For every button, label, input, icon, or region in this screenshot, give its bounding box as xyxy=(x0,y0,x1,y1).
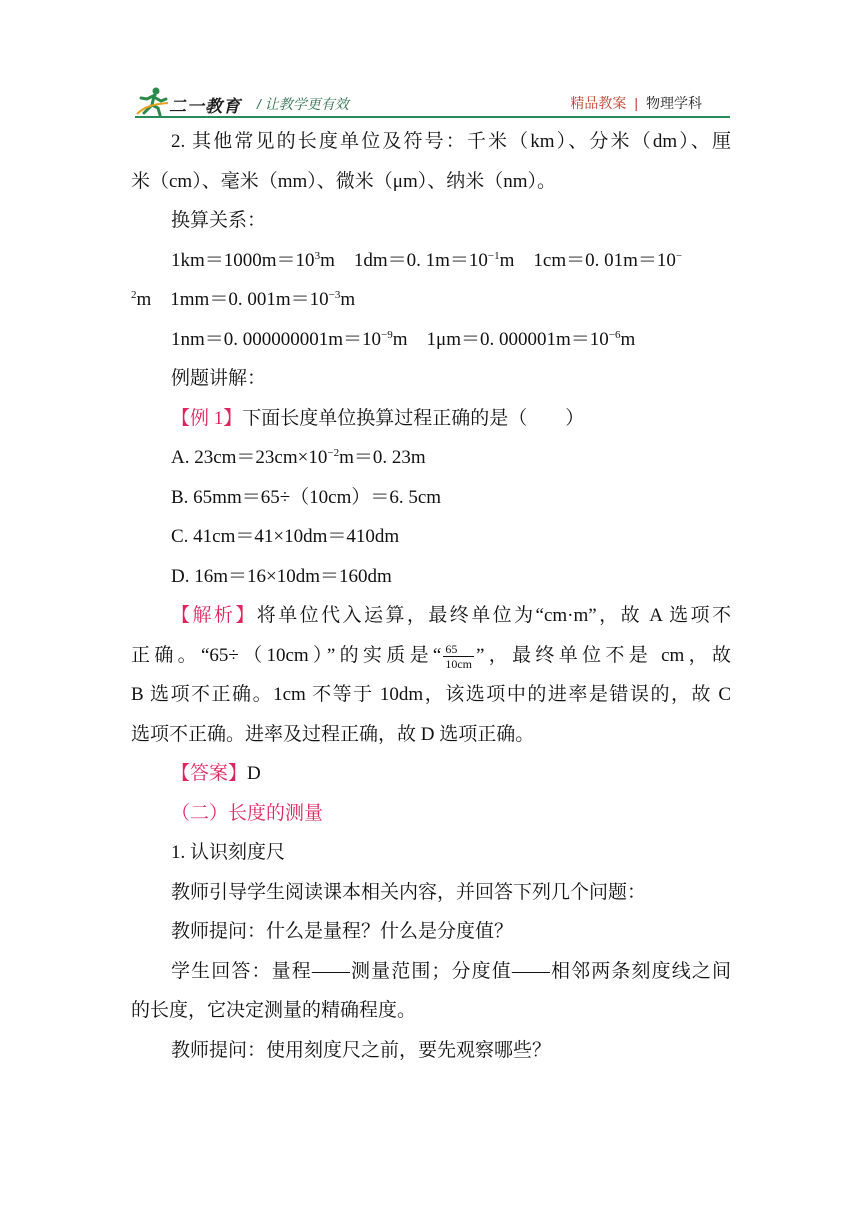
logo xyxy=(135,84,247,120)
header-divider xyxy=(135,116,730,118)
option-a: A. $23cm=23cm\times 10^{-2}m=0$. 23m xyxy=(171,447,426,468)
option-c: C. 41cm＝41×10dm＝410dm xyxy=(171,526,400,547)
header-separator: | xyxy=(634,95,638,111)
paragraph-line: 换算关系： xyxy=(171,210,267,231)
header-label-lesson: 精品教案 xyxy=(570,95,627,111)
section-label: 例题讲解： xyxy=(171,368,267,389)
answer-tag: 【答案】 xyxy=(171,763,248,784)
page-header xyxy=(135,84,730,120)
document-body xyxy=(131,122,731,1070)
paragraph-line: 教师提问：使用刻度尺之前，要先观察哪些？ xyxy=(171,1039,552,1061)
analysis-line: 【解析】将单位代入运算，最终单位为“cm·m”，故 A 选项不 xyxy=(171,605,731,626)
option-b: B. 65mm＝65÷（10cm）＝6. 5cm xyxy=(171,486,442,508)
analysis-line: B 选项不正确。1cm 不等于 10dm，该选项中的进率是错误的，故 C xyxy=(131,684,731,705)
analysis-line: 正确。“65÷（10cm）”的实质是“ $\frac{65}{10cm}$ ”，最终单位不是 cm，故 xyxy=(131,641,731,671)
paragraph-line: 的长度，它决定测量的精确程度。 xyxy=(131,1000,417,1021)
conversion-line: $1km=1000m=10^3m$ 1dm＝0. $1m=10^{-1}m$ 1cm＝0. 01m＝10− xyxy=(171,249,683,271)
slogan: / 让教学更有效 xyxy=(257,96,349,112)
paragraph-line: 米（cm）、毫米（mm）、微米（μm）、纳米（nm）。 xyxy=(131,170,557,192)
analysis-line: 选项不正确。进率及过程正确，故 D 选项正确。 xyxy=(131,723,535,745)
logo-text: 二一教育 xyxy=(169,97,241,116)
section-heading: （二）长度的测量 xyxy=(171,802,324,824)
paragraph-line: 2. 其他常见的长度单位及符号：千米（km）、分米（dm）、厘 xyxy=(171,131,731,152)
conversion-line: $^2$m 1mm＝0. $001m=10^{-3}m$ xyxy=(131,289,356,310)
runner-icon xyxy=(135,86,169,116)
question-line: 【例 1】下面长度单位换算过程正确的是（ ） xyxy=(171,407,585,429)
answer-line: 【答案】D xyxy=(171,763,261,784)
header-label-subject: 物理学科 xyxy=(646,95,702,111)
fraction: $\frac{65}{10cm}$ xyxy=(445,641,473,671)
conversion-line: 1nm＝0. $000000001m=10^{-9}m$ 1μm＝0. $000001m=10^{-6}m$ xyxy=(171,328,636,350)
paragraph-line: 教师提问：什么是量程？什么是分度值？ xyxy=(171,921,514,942)
paragraph-line: 学生回答：量程——测量范围；分度值——相邻两条刻度线之间 xyxy=(171,960,731,982)
analysis-tag: 【解析】 xyxy=(171,605,257,626)
header-labels xyxy=(570,93,702,113)
paragraph-line: 教师引导学生阅读课本相关内容，并回答下列几个问题： xyxy=(171,881,647,903)
option-d: D. 16m＝16×10dm＝160dm xyxy=(171,565,392,587)
example-tag: 【例 1】 xyxy=(171,407,243,429)
paragraph-line: 1. 认识刻度尺 xyxy=(171,842,286,863)
